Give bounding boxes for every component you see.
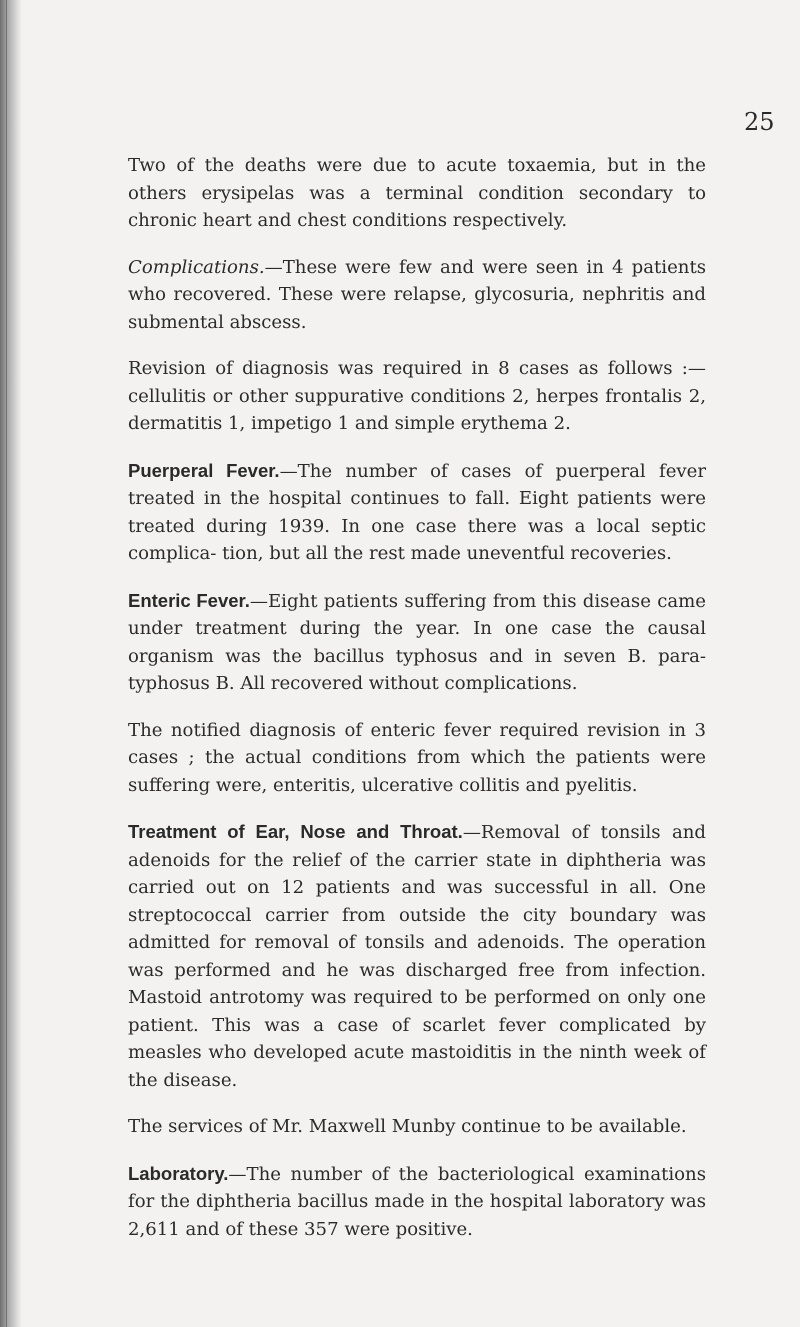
paragraph-maxwell-munby	[128, 1113, 706, 1141]
laboratory-text: —The number of the bacteriological examinations for the diphtheria bacillus made in the hospital laboratory was 2,611 and of these 357 were positive.	[128, 1163, 706, 1240]
ear-nose-throat-heading: Treatment of Ear, Nose and Throat.	[128, 821, 463, 842]
binding-edge-line	[6, 0, 7, 1327]
paragraph-toxaemia-text: Two of the deaths were due to acute toxaemia, but in the others erysipelas was a terminal condition secondary to chronic heart and chest conditions respectively.	[128, 155, 706, 231]
page-body	[128, 152, 706, 1262]
paragraph-puerperal-fever	[128, 457, 706, 568]
paragraph-laboratory	[128, 1160, 706, 1244]
complications-text: —These were few and were seen in 4 patients who recovered. These were relapse, glycosuria, nephritis and submental abscess.	[128, 256, 706, 333]
laboratory-heading: Laboratory.	[128, 1162, 229, 1184]
enteric-fever-heading: Enteric Fever.	[128, 589, 250, 611]
complications-heading: Complications.	[128, 256, 265, 278]
ear-nose-throat-text: —Removal of tonsils and adenoids for the relief of the carrier state in diphtheria was carried out on 12 patients and was successful in all. One streptococcal carrier from outside the city boundary was admitted for removal of tonsils and adenoids. The operation was performed and he was discharged free from infection. Mastoid antrotomy was required to be performed on only one patient. This was a case of scarlet fever complicated by measles who developed acute mastoiditis in the ninth week of the disease.	[128, 822, 706, 1091]
maxwell-munby-text: The services of Mr. Maxwell Munby continue to be available.	[128, 1116, 687, 1137]
revision-diagnosis-text: Revision of diagnosis was required in 8 cases as follows :— cellulitis or other suppurative conditions 2, herpes frontalis 2, dermatitis 1, impetigo 1 and simple erythema 2.	[128, 358, 706, 434]
puerperal-fever-text: —The number of cases of puerperal fever treated in the hospital continues to fall. Eight patients were treated during 1939. In one case there was a local septic complica- tion, but all the rest made uneventful recoveries.	[128, 460, 706, 564]
page-number: 25	[744, 108, 775, 136]
paragraph-enteric-fever	[128, 587, 706, 698]
puerperal-fever-heading: Puerperal Fever.	[128, 459, 280, 481]
paragraph-ear-nose-throat	[128, 818, 706, 1094]
paragraph-revision-diagnosis	[128, 355, 706, 438]
enteric-revision-text: The notified diagnosis of enteric fever required revision in 3 cases ; the actual conditions from which the patients were suffering were, enteritis, ulcerative collitis and pyelitis.	[128, 719, 706, 796]
paragraph-enteric-revision	[128, 717, 706, 800]
enteric-fever-text: —Eight patients suffering from this disease came under treatment during the year. In one case the causal organism was the bacillus typhosus and in seven B. para-typhosus B. All recovered without complications.	[128, 590, 706, 694]
paragraph-complications	[128, 254, 706, 337]
binding-shadow	[0, 0, 22, 1327]
paragraph-toxaemia	[128, 152, 706, 235]
